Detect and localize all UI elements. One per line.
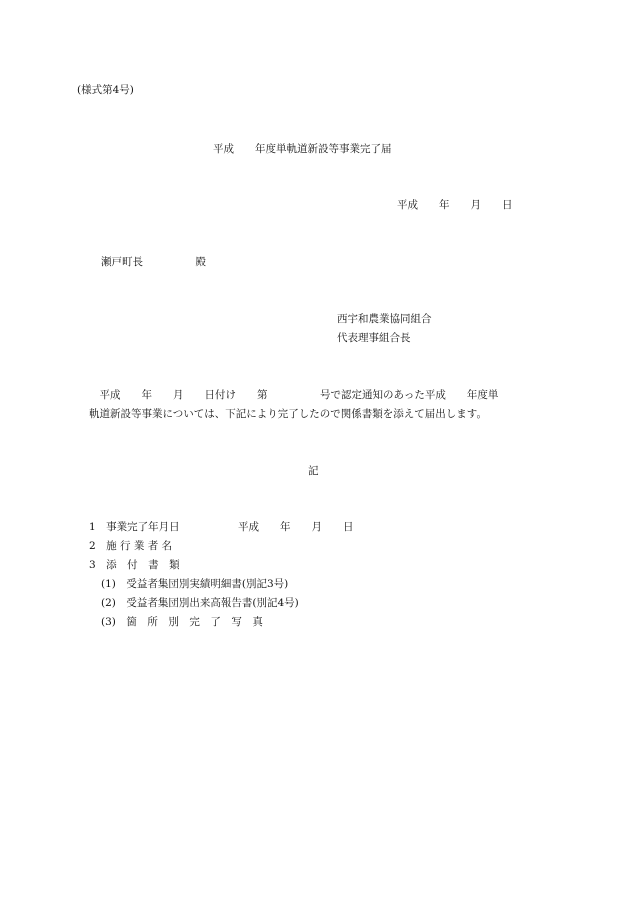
ki-heading: 記 (308, 465, 319, 477)
document-title: 平成 年度単軌道新設等事業完了届 (213, 143, 392, 155)
item-contractor-name: 2 施 行 業 者 名 (89, 540, 173, 552)
form-number: (様式第4号) (77, 84, 134, 96)
attachment-2: (2) 受益者集団別出来高報告書(別記4号) (101, 597, 299, 609)
body-line-1: 平成 年 月 日付け 第 号で認定通知のあった平成 年度単 (89, 389, 499, 401)
date-line: 平成 年 月 日 (397, 199, 513, 211)
item-completion-date-value: 平成 年 月 日 (238, 521, 354, 533)
sender-organization: 西宇和農業協同組合 (337, 313, 432, 325)
item-attached-documents: 3 添 付 書 類 (89, 559, 180, 571)
attachment-1: (1) 受益者集団別実績明細書(別記3号) (101, 578, 289, 590)
item-completion-date-label: 1 事業完了年月日 (89, 521, 180, 533)
body-line-2: 軌道新設等事業については、下記により完了したので関係書類を添えて届出します。 (89, 408, 487, 420)
attachment-3: (3) 箇 所 別 完 了 写 真 (101, 616, 263, 628)
addressee: 瀬戸町長 殿 (101, 256, 206, 268)
sender-representative: 代表理事組合長 (337, 332, 411, 344)
